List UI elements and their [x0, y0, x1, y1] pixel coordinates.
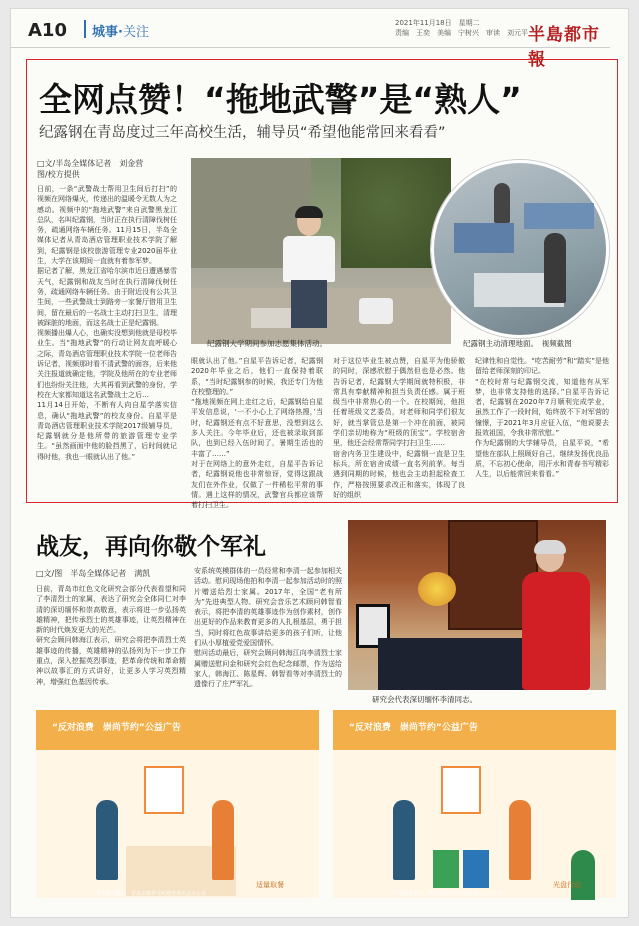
caption-text: 纪露钢主动清理地面。 [463, 339, 535, 348]
paragraph: 对于在网络上的意外走红，自星平告诉记者，纪露钢说他也非常惊讶，觉得这跟战友们在外作业，仅做了一件稀松平常的事情。遇上这样的情况，武警官兵都应该帮着打扫卫生。 [191, 459, 323, 510]
paragraph: “拖地视频在网上走红之后，纪露钢给自星平发信息说，‘一不小心上了网络热搜，’当时，纪露钢还有点不好意思，没想到这么多人关注。今年毕业后，还也被录取到部队，也到已经入伍时间了，暑期生活也的丰富了……” [191, 398, 323, 458]
second-column-1 [36, 584, 186, 704]
lead-subhead: 纪露钢在青岛度过三年高校生活，辅导员“希望他能常回来看看” [39, 125, 446, 141]
paragraph: 据记者了解，黑龙江省哈尔滨市近日遭遇暴雪天气，纪露钢和战友当时在执行清障伐树任务，疏通网络车辆任务。由于附近没有公共卫生间，一些武警战士到路旁一家餐厅借用卫生间，留在最后的一名战士主动打扫卫生，清理被踩脏的地面，而这名战士正是纪露钢。 [37, 267, 177, 327]
page-header [10, 8, 610, 70]
page-number: A10 [28, 20, 67, 41]
ad-slogan: 光盘行动 [553, 881, 581, 889]
lead-column-4 [475, 356, 609, 500]
second-column-2 [194, 566, 342, 704]
ad-illustration [36, 750, 319, 898]
header-divider [84, 20, 86, 38]
lead-column-2 [191, 356, 323, 510]
section-separator: · [118, 25, 123, 40]
ad-slogan: 适量取餐 [256, 881, 284, 889]
paragraph: 作为纪露钢的大学辅导员，自星平说，“希望他在部队上照顾好自己，继续发扬优良品质，不忘初心使命，用汗水和青春书写精彩人生，以后能常回来看看。” [475, 439, 609, 479]
lead-byline [37, 158, 182, 180]
video-still-caption [463, 338, 572, 349]
paragraph: 11月14日开始，不断有人向自星学落实信息，确认“拖地武警”的校友身份。自星平是青岛酒店管理职业技术学院2017级辅导员，纪露钢就分是他所带的旅游管理专业学生。“虽然画面中他的脸挡黑了，后时间就记得时他，我也一眼就认出了他。” [37, 401, 177, 461]
ad-illustration [333, 750, 616, 898]
lead-headline: 全网点赞！“拖地武警”是“熟人” [39, 80, 522, 119]
ad-title: “反对浪费 崇尚节约”公益广告 [52, 723, 181, 733]
ad-footer: 半岛都市报社 青岛市精神文明建设委员会办公室 [96, 891, 207, 897]
paragraph: 眼就认出了他。”自星平告诉记者，纪露钢2020年毕业之后，他们一直保持着联系，“当时纪露钢参的时候，我还专门为他在校整理的。” [191, 357, 323, 396]
paragraph: 慰问活动最后，研究会顾问韩海江向李清烈士家属赠送慰问金和研究会红色纪念邮票，作为送给家人，韩海江、陈星辉、韩智看等对李清烈士的遗像行了庄严军礼。 [194, 649, 342, 689]
paragraph: 研究会顾问韩海江表示，研究会将把李清烈士英雄事迹的传播，英雄精神的弘扬列为下一步工作重点，深入挖掘英烈事迹，把革命传统和革命精神以故事汇的方式讲好，让更多人学习英烈精神，增强红色基因传承。 [36, 636, 186, 686]
second-byline: □文/图 半岛全媒体记者 满凯 [36, 569, 151, 578]
lead-photo-caption: 纪露钢大学期间参加志愿集体活动。 [207, 339, 327, 348]
lead-photo-student [191, 158, 451, 344]
header-meta [395, 18, 528, 38]
second-photo [348, 520, 606, 690]
section-subname: 关注 [122, 25, 149, 40]
paragraph: 宿舍内务卫生建设中，纪露钢一直是卫生标兵，所在宿舍成绩一直名列前茅。每当遇到同期的时候，他也会主动担起检查工作，严格按照要求改正和落实，体现了良好的组织 [333, 449, 465, 499]
paragraph: 对于这位毕业生被点赞，自星平为他骄傲的同时，深感欣慰于偶然但也是必然。他告诉记者，纪露钢大学期间就特积极，非常具有奉献精神和担当负责任感。属于班级当中非常热心的一个。在校期间，他担任着班级文艺委员，对老师和同学们很友好，就当掌管总是第一个冲在前面，被同学们亲切地称为“班级的顶宝”。学校宿舍里，他还会经常帮同学打扫卫生…… [333, 357, 465, 448]
video-still-circle [431, 160, 609, 338]
caption-source: 视频截图 [541, 339, 572, 348]
second-photo-caption: 研究会代表深切缅怀李清同志。 [372, 695, 477, 704]
ad-footer: 半岛都市报社 青岛市精神文明建设委员会办公室 [393, 891, 504, 897]
byline-photo: 图/校方提供 [37, 170, 80, 179]
section-name: 城事 [92, 25, 119, 40]
paragraph: 安系统英模群体的一员经常和李清一起参加相关活动。慰问现场他拍和李清一起参加活动时的照片赠送给烈士家属。2017年，全国“老有所为”先进典型人物、研究会音乐艺术顾问韩智看表示，将把李清的英雄事迹作为创作素材，创作出更好的作品来教育更多的人扎根基层，勇于担当，同时将红色故事讲给更多的孩子们听，让他们从小厚植爱党爱国情怀。 [194, 567, 342, 648]
lead-story [26, 59, 618, 510]
lead-column-1 [37, 184, 177, 500]
ad-title: “反对浪费 崇尚节约”公益广告 [349, 723, 478, 733]
newspaper-logo: 半島都市報 [528, 25, 600, 70]
paragraph: 日前，青岛市红色文化研究会部分代表看望和同了李清烈士的家属，表达了研究会全体同仁对李清的深切缅怀和崇高敬意，表示将进一步弘扬英雄精神，把传承烈士的英雄事迹，让英烈精神在新的时代焕发更大的光芒。 [36, 585, 186, 635]
issue-date: 2021年11月18日 星期二 [395, 19, 480, 27]
second-headline: 战友，再向你敬个军礼 [36, 534, 266, 560]
editors-line: 责编 王奕 美编 宁树兴 审读 刘元平 [395, 29, 528, 37]
section-title [92, 21, 149, 40]
byline-author: □文/半岛全媒体记者 刘金营 [37, 159, 144, 168]
lead-column-3 [333, 356, 465, 500]
public-ad-right [333, 710, 616, 898]
paragraph: 纪律性和自觉性。“吃苦耐劳”和“踏实”是他留给老师深刻的印记。 [475, 357, 609, 376]
paragraph: “在校时常与纪露钢交流，知道他有从军梦，也非常支持他的选择。”自星平告诉记者，纪露钢在2020年7月顺利完成学业，虽然工作了一段时间，始终放不下对军营的憧憬，于2021年3月应征入伍，“他说要去报效祖国，令我非常欣慰。” [475, 377, 609, 438]
paragraph: 视频播出爆人心，也确实没想到他就是母校毕业生。当“拖地武警”的行动让网友直呼暖心之际，青岛酒店管理职业技术学院一位老师告诉记者，视频那时看不清武警的面容，后来他关注报道就确定他，学院及他所在的专业老师们也纷纷关注他，大其再看到武警的身份，学校在大家都知道这名武警战士之后… [37, 329, 177, 399]
public-ad-left [36, 710, 319, 898]
paragraph: 日前，一条“武警战士帮用卫生间后打扫”的视频在网络爆火，传递出的温暖令无数人为之感动。视频中的“拖地武警”来自武警黑龙江总队，名叫纪露钢，当时正在执行清障伐树任务，疏通网络车辆任务。11月15日，半岛全媒体记者从青岛酒店管理职业技术学院了解到，纪露钢是该校旅游管理专业2020届毕业生，大学在该期间一直就有着参军梦。 [37, 185, 177, 266]
